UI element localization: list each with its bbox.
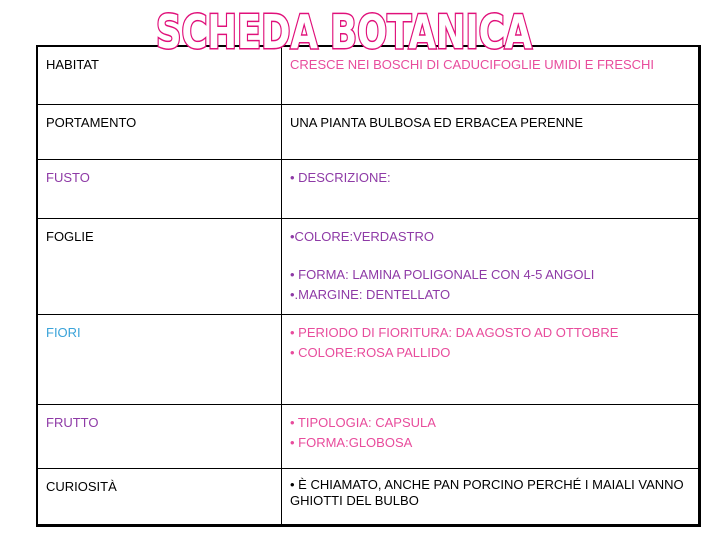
row-foglie xyxy=(37,219,700,314)
foglie-line-forma: • FORMA: LAMINA POLIGONALE CON 4-5 ANGOLI xyxy=(290,267,595,283)
row-fusto xyxy=(37,160,700,219)
frutto-label: FRUTTO xyxy=(37,405,282,468)
frutto-value xyxy=(282,405,700,468)
frutto-line-tipologia: • TIPOLOGIA: CAPSULA xyxy=(290,415,436,431)
fiori-line-periodo: • PERIODO DI FIORITURA: DA AGOSTO AD OTTOBRE xyxy=(290,324,619,340)
row-curiosita xyxy=(37,468,700,525)
row-fiori xyxy=(37,314,700,404)
habitat-label: HABITAT xyxy=(37,46,282,104)
page-title xyxy=(150,4,538,59)
curiosita-line: • È CHIAMATO, ANCHE PAN PORCINO PERCHÉ I MAIALI VANNO GHIOTTI DEL BULBO xyxy=(290,476,684,508)
curiosita-label: CURIOSITÀ xyxy=(37,468,282,525)
fusto-value xyxy=(282,160,700,219)
foglie-label: FOGLIE xyxy=(37,219,282,314)
portamento-value xyxy=(282,104,700,159)
habitat-line: CRESCE NEI BOSCHI DI CADUCIFOGLIE UMIDI E FRESCHI xyxy=(290,57,655,72)
row-portamento xyxy=(37,104,700,159)
portamento-line: UNA PIANTA BULBOSA ED ERBACEA PERENNE xyxy=(290,114,584,130)
curiosita-value xyxy=(282,468,700,525)
portamento-label: PORTAMENTO xyxy=(37,104,282,159)
frutto-line-forma: • FORMA:GLOBOSA xyxy=(290,435,413,451)
fiori-label: FIORI xyxy=(37,314,282,404)
page-title-text: SCHEDA BOTANICA xyxy=(156,5,533,59)
fiori-value xyxy=(282,314,700,404)
fusto-line: • DESCRIZIONE: xyxy=(290,170,391,186)
foglie-line-margine: •.MARGINE: DENTELLATO xyxy=(290,287,451,303)
row-frutto xyxy=(37,405,700,468)
foglie-value xyxy=(282,219,700,314)
botanical-sheet-table xyxy=(36,45,701,527)
foglie-line-colore: •COLORE:VERDASTRO xyxy=(290,229,434,245)
fusto-label: FUSTO xyxy=(37,160,282,219)
fiori-line-colore: • COLORE:ROSA PALLIDO xyxy=(290,344,451,360)
